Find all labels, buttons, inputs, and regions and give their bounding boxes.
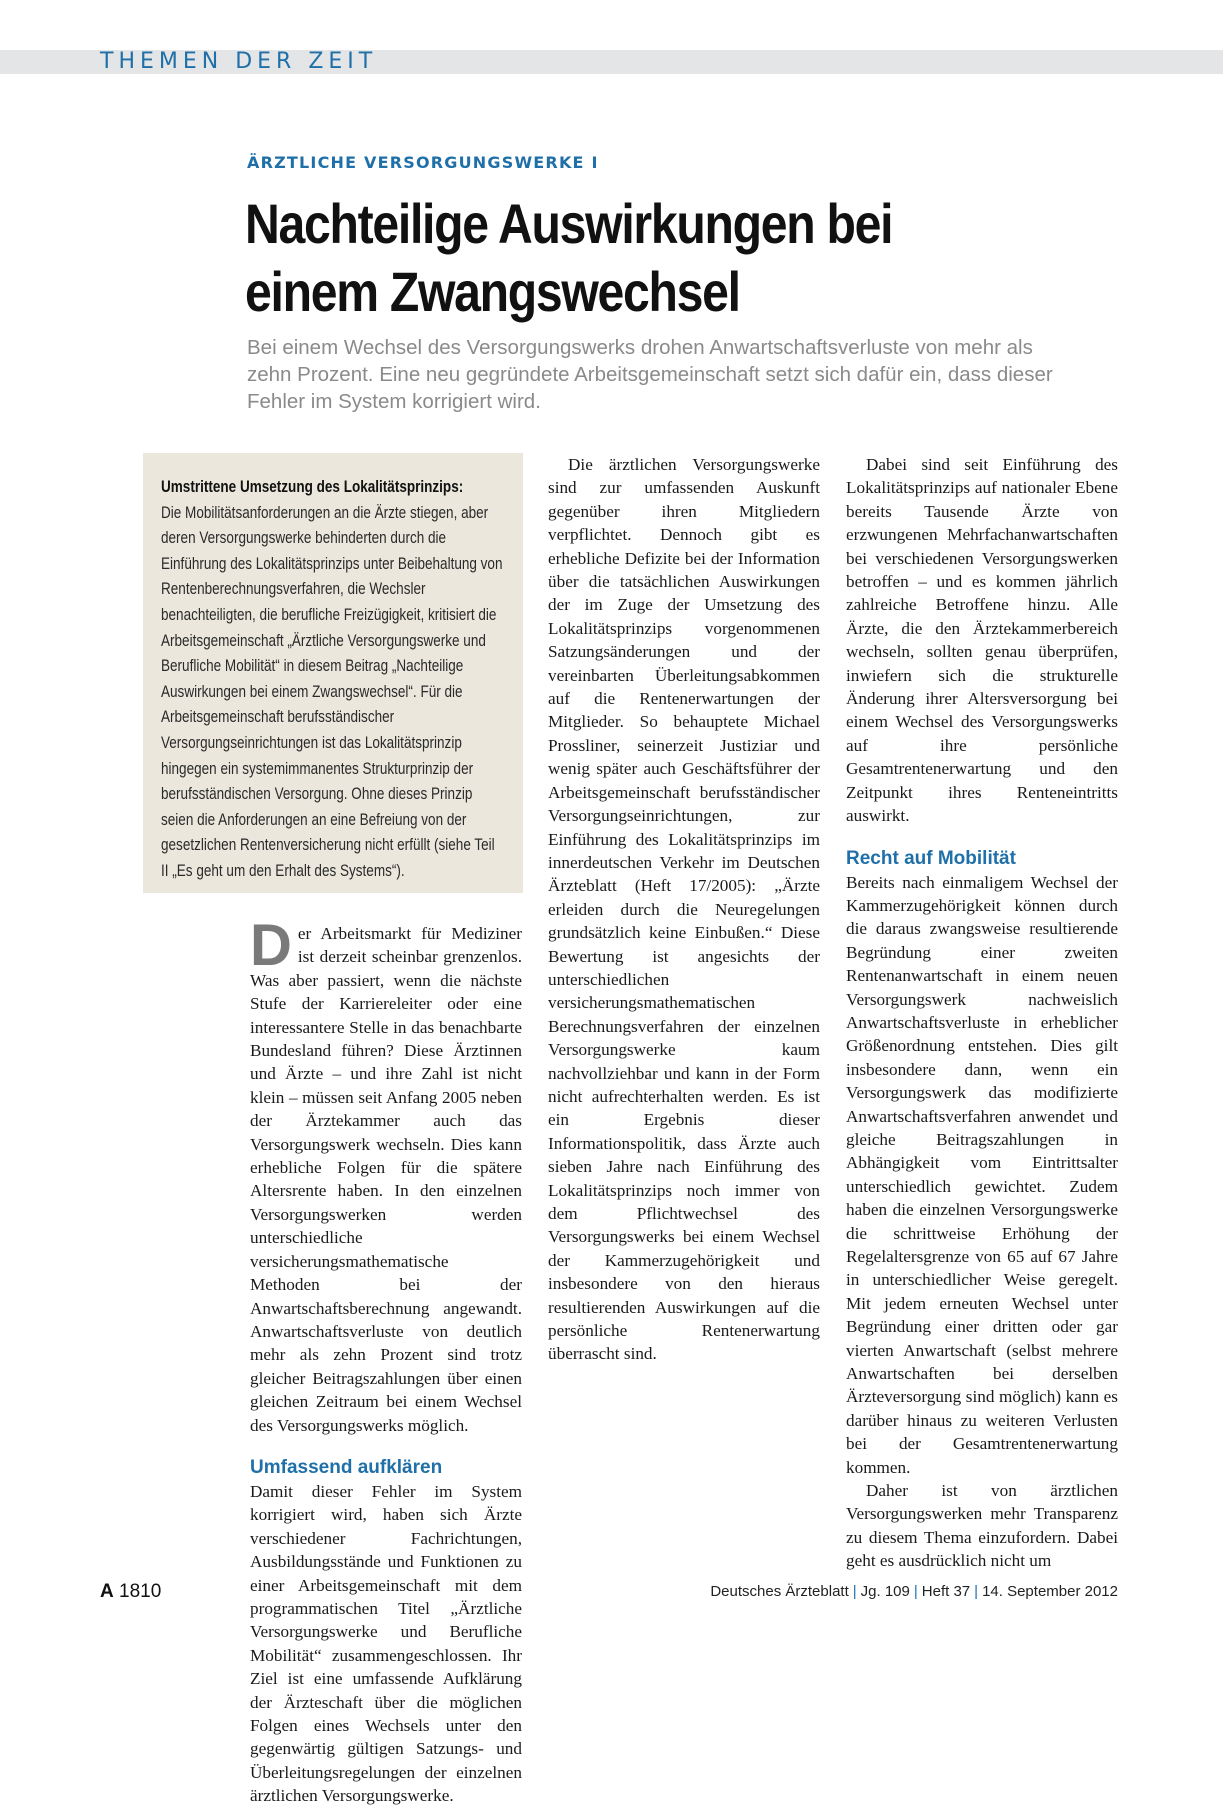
publication-info [710, 1583, 1118, 1600]
article-headline [245, 190, 1019, 326]
article-kicker: ÄRZTLICHE VERSORGUNGSWERKE I [247, 153, 599, 172]
body-paragraph: Daher ist von ärztlichen Versorgungswerken mehr Transparenz zu diesem Thema einzufordern. Dabei geht es ausdrücklich nicht um [846, 1481, 1118, 1571]
journal-name: Deutsches Ärzteblatt [710, 1583, 849, 1600]
subheading: Recht auf Mobilität [846, 847, 1016, 869]
body-paragraph: Damit dieser Fehler im System korrigiert wird, haben sich Ärzte verschiedener Fachrichtungen, Ausbildungsstände und Funktionen zu einer Arbeitsgemeinschaft mit dem programmatischen Titel „Ärztliche Versorgungswerke und Berufliche Mobilität“ zusammengeschlossen. Ihr Ziel ist eine umfassende Aufklärung der Ärzteschaft über die möglichen Folgen eines Wechsels unter den gegenwärtig gültigen Satzungs- und Überleitungsregelungen der einzelnen ärztlichen Versorgungswerke. [250, 1481, 522, 1806]
section-label: THEMEN DER ZEIT [100, 49, 378, 74]
separator: | [974, 1583, 979, 1600]
body-column-3 [846, 453, 1118, 1573]
body-paragraph: Dabei sind seit Einführung des Lokalitätsprinzips auf nationaler Ebene bereits Tausende Ärzte von erzwungenen Mehrfachanwartschaften bei verschiedenen Versorgungswerken betroffen – und es kommen jährlich zahlreiche Betroffene hinzu. Alle Ärzte, die den Ärztekammerbereich wechseln, sollten genau überprüfen, inwiefern sich die strukturelle Änderung ihrer Altersversorgung bei einem Wechsel des Versorgungswerks auf ihre persönliche Gesamtrentenerwartung und den Zeitpunkt ihres Renteneintritts auswirkt. [846, 455, 1118, 826]
drop-cap: D [250, 913, 292, 978]
publication-date: 14. September 2012 [982, 1583, 1118, 1600]
article-lead: Bei einem Wechsel des Versorgungswerks drohen Anwartschaftsverluste von mehr als zehn Prozent. Eine neu gegründete Arbeitsgemeinschaft setzt sich dafür ein, dass dieser Fehler im System korrigiert wird. [247, 336, 1053, 413]
separator: | [913, 1583, 918, 1600]
body-paragraph [250, 913, 522, 1437]
body-column-1 [250, 913, 522, 1808]
body-paragraph: Die ärztlichen Versorgungswerke sind zur umfassenden Auskunft gegenüber ihren Mitgliedern verpflichtet. Dennoch gibt es erhebliche Defizite bei der Information über die tatsächlichen Auswirkungen der im Zuge der Umsetzung des Lokalitätsprinzips vorgenommenen Satzungsänderungen und der vereinbarten Überleitungsabkommen auf die Rentenerwartungen der Mitglieder. So behauptete Michael Prossliner, seinerzeit Justiziar und wenig später auch Geschäftsführer der Arbeitsgemeinschaft berufsständischer Versorgungseinrichtungen, zur Einführung des Lokalitätsprinzips im innerdeutschen Verkehr im Deutschen Ärzteblatt (Heft 17/2005): „Ärzte erleiden durch die Neuregelungen grundsätzlich keine Einbußen.“ Diese Bewertung ist angesichts der unterschiedlichen versicherungsmathematischen Berechnungsverfahren der einzelnen Versorgungswerke kaum nachvollziehbar und kann in der Form nicht aufrechterhalten werden. Es ist ein Ergebnis dieser Informationspolitik, dass Ärzte auch sieben Jahre nach Einführung des Lokalitätsprinzips noch immer von dem Pflichtwechsel des Versorgungswerks bei einem Wechsel der Kammerzugehörigkeit und insbesondere von den hieraus resultierenden Auswirkungen auf die persönliche Rentenerwartung überrascht sind. [548, 455, 820, 1364]
headline-line-1: Nachteilige Auswirkungen bei [245, 192, 893, 255]
paragraph-text: er Arbeitsmarkt für Mediziner ist derzeit scheinbar grenzenlos. Was aber passiert, wenn die nächste Stufe der Karriereleiter oder eine interessantere Stelle in das benachbarte Bundesland führen? Diese Ärztinnen und Ärzte – und ihre Zahl ist nicht klein – müssen seit Anfang 2005 neben der Ärztekammer auch das Versorgungswerk wechseln. Dies kann erhebliche Folgen für die spätere Altersrente haben. In den einzelnen Versorgungswerken werden unterschiedliche versicherungsmathematische Methoden bei der Anwartschaftsberechnung angewandt. Anwartschaftsverluste von deutlich mehr als zehn Prozent sind trotz gleicher Beitragszahlungen über einen gleichen Zeitraum bei einem Wechsel des Versorgungswerks möglich. [250, 924, 522, 1435]
info-box-title: Umstrittene Umsetzung des Lokalitätsprinzips: [161, 478, 464, 496]
page-number-value: 1810 [119, 1581, 162, 1602]
page-prefix: A [100, 1581, 114, 1602]
headline-line-2: einem Zwangswechsel [245, 260, 740, 323]
info-box [143, 453, 523, 893]
info-box-content [161, 475, 505, 885]
journal-volume: Jg. 109 [860, 1583, 910, 1600]
subheading: Umfassend aufklären [250, 1456, 443, 1478]
separator: | [852, 1583, 857, 1600]
info-box-text: Die Mobilitätsanforderungen an die Ärzte stiegen, aber deren Versorgungswerke behinderten durch die Einführung des Lokalitätsprinzips unter Beibehaltung von Rentenberechnungsverfahren, die Wechsler benachteiligten, die berufliche Freizügigkeit, kritisiert die Arbeitsgemeinschaft „Ärztliche Versorgungswerke und Berufliche Mobilität“ in diesem Beitrag „Nachteilige Auswirkungen bei einem Zwangswechsel“. Für die Arbeitsgemeinschaft berufsständischer Versorgungseinrichtungen ist das Lokalitätsprinzip hingegen ein systemimmanentes Strukturprinzip der berufsständischen Versorgung. Ohne dieses Prinzip seien die Anforderungen an eine Befreiung von der gesetzlichen Rentenversicherung nicht erfüllt (siehe Teil II „Es geht um den Erhalt des Systems“). [161, 503, 503, 880]
body-paragraph: Bereits nach einmaligem Wechsel der Kammerzugehörigkeit können durch die daraus zwangsweise resultierende Begründung einer zweiten Rentenanwartschaft in einem neuen Versorgungswerk nachweislich Anwartschaftsverluste in erheblicher Größenordnung entstehen. Dies gilt insbesondere dann, wenn ein Versorgungswerk das modifizierte Anwartschaftsverfahren anwendet und gleiche Beitragszahlungen in Abhängigkeit vom Eintrittsalter unterschiedlich gewichtet. Zudem haben die einzelnen Versorgungswerke die schrittweise Erhöhung der Regelaltersgrenze von 65 auf 67 Jahre in unterschiedlicher Weise geregelt. Mit jedem erneuten Wechsel unter Begründung einer dritten oder gar vierten Anwartschaft (selbst mehrere Anwartschaften bei derselben Ärzteversorgung sind möglich) kann es darüber hinaus zu weiteren Verlusten bei der Gesamtrentenerwartung kommen. [846, 872, 1118, 1477]
body-column-2 [548, 453, 820, 1366]
journal-issue: Heft 37 [921, 1583, 971, 1600]
page-number [100, 1581, 161, 1603]
